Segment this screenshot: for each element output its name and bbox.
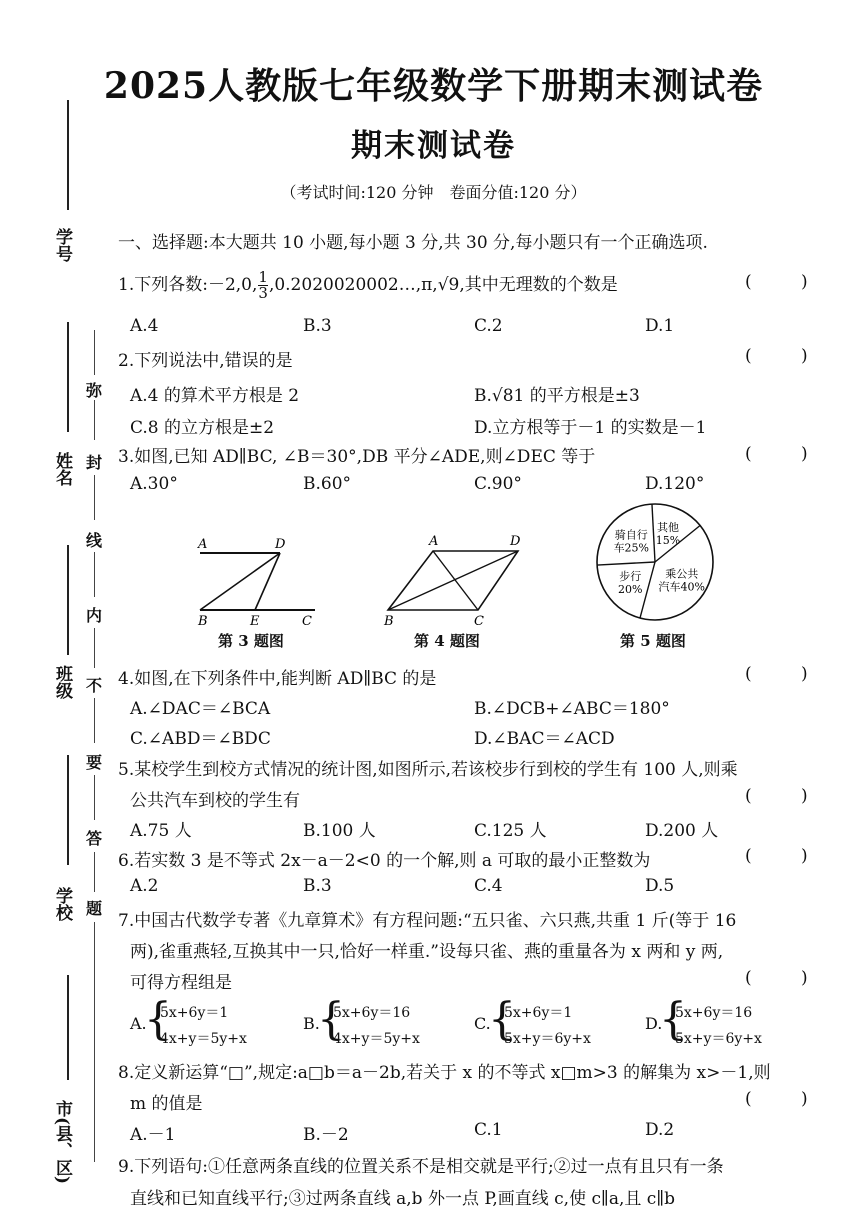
- answer-paren: ( ): [745, 664, 830, 684]
- option-c: C.8 的立方根是±2: [130, 418, 275, 438]
- pie-slice-label: 骑自行: [614, 528, 648, 542]
- answer-paren: ( ): [745, 1089, 830, 1109]
- point-d-label: D: [275, 537, 286, 552]
- seal-char: 不: [86, 676, 103, 695]
- option-b: B.∠DCB+∠ABC＝180°: [474, 699, 670, 719]
- brace-icon: {: [144, 994, 172, 1045]
- answer-paren: ( ): [745, 968, 830, 988]
- exam-info: （考试时间:120 分钟 卷面分值:120 分）: [280, 183, 587, 202]
- point-a-label: A: [198, 537, 208, 552]
- option-a: A.∠DAC＝∠BCA: [130, 699, 271, 719]
- fraction-denominator: 3: [258, 284, 268, 302]
- point-c-label: C: [302, 614, 312, 629]
- point-a-label: A: [429, 534, 439, 549]
- option-d: D.立方根等于－1 的实数是－1: [474, 418, 707, 438]
- point-d-label: D: [510, 534, 521, 549]
- figure-5-pie: [590, 500, 720, 625]
- option-letter: D.: [645, 1014, 663, 1033]
- label-school: 学校: [52, 887, 72, 921]
- label-student-id: 学号: [52, 228, 72, 262]
- question-stem: 4.如图,在下列条件中,能判断 AD∥BC 的是: [118, 669, 437, 689]
- seal-char: 要: [86, 753, 103, 772]
- brace-icon: {: [317, 994, 345, 1045]
- label-name: 姓名: [52, 452, 72, 486]
- question-stem-line2: 直线和已知直线平行;③过两条直线 a,b 外一点 P,画直线 c,使 c∥a,且 c∥b: [130, 1189, 676, 1209]
- question-stem-line3: 可得方程组是: [130, 973, 232, 993]
- fraction-numerator: 1: [258, 268, 268, 286]
- pie-slice-boundary: [597, 562, 655, 565]
- point-e-label: E: [250, 614, 260, 629]
- option-a: A.4: [130, 316, 159, 336]
- question-stem: 3.如图,已知 AD∥BC, ∠B＝30°,DB 平分∠ADE,则∠DEC 等于: [118, 447, 596, 467]
- figure-4: [378, 533, 528, 630]
- question-stem-line1: 7.中国古代数学专著《九章算术》有方程问题:“五只雀、六只燕,共重 1 斤(等于 16: [118, 911, 737, 931]
- equation-1: 5x+6y＝16: [675, 1005, 753, 1021]
- pie-slice-label: 其他: [656, 520, 679, 534]
- figure-5-caption: 第 5 题图: [620, 632, 686, 650]
- brace-icon: {: [488, 994, 516, 1045]
- option-c: C.125 人: [474, 821, 547, 841]
- seal-char: 线: [86, 531, 103, 550]
- option-c: C.90°: [474, 474, 522, 494]
- option-b: B.100 人: [303, 821, 376, 841]
- question-stem: 2.下列说法中,错误的是: [118, 351, 293, 371]
- stem-part: ,0.2020020002…,π,√9,其中无理数的个数是: [268, 275, 618, 295]
- figure-3: [190, 535, 330, 630]
- question-stem-line1: 5.某校学生到校方式情况的统计图,如图所示,若该校步行到校的学生有 100 人,则乘: [118, 760, 738, 780]
- seal-char: 答: [86, 829, 103, 848]
- option-d: D.1: [645, 316, 675, 336]
- pie-slice-label: 乘公共: [665, 567, 699, 581]
- option-a: A.－1: [130, 1125, 176, 1145]
- question-stem: [118, 270, 618, 301]
- option-d: D.200 人: [645, 821, 719, 841]
- seal-char: 封: [86, 453, 103, 472]
- point-b-label: B: [198, 614, 208, 629]
- option-c: C.1: [474, 1120, 503, 1140]
- point-b-label: B: [384, 614, 394, 629]
- option-letter: A.: [130, 1014, 147, 1033]
- answer-paren: ( ): [745, 346, 830, 366]
- option-b: B.3: [303, 316, 332, 336]
- option-letter: C.: [474, 1014, 491, 1033]
- equation-2: 4x+y＝5y+x: [160, 1031, 247, 1047]
- answer-paren: ( ): [745, 272, 830, 292]
- pie-slice-value: 20%: [617, 583, 643, 597]
- option-d: D.2: [645, 1120, 675, 1140]
- equation-2: 5x+y＝6y+x: [504, 1031, 591, 1047]
- fraction: [258, 270, 268, 301]
- option-b: B.√81 的平方根是±3: [474, 386, 640, 406]
- equation-2: 4x+y＝5y+x: [333, 1031, 420, 1047]
- question-stem-line1: 8.定义新运算“□”,规定:a□b＝a－2b,若关于 x 的不等式 x□m>3 的解集为 x>－1,则: [118, 1063, 771, 1083]
- option-a: A.75 人: [130, 821, 192, 841]
- answer-paren: ( ): [745, 444, 830, 464]
- option-a: A.2: [130, 876, 159, 896]
- option-d: D.5: [645, 876, 675, 896]
- figure-3-caption: 第 3 题图: [218, 632, 284, 650]
- option-d: D.120°: [645, 474, 705, 494]
- option-a: A.4 的算术平方根是 2: [130, 386, 300, 406]
- equation-1: 5x+6y＝1: [160, 1005, 229, 1021]
- stem-part: 1.下列各数:－2,0,: [118, 275, 258, 295]
- option-c: C.4: [474, 876, 503, 896]
- pie-slice-label: 步行: [619, 570, 642, 584]
- page-title: 2025人教版七年级数学下册期末测试卷: [103, 65, 764, 107]
- seal-char: 内: [86, 606, 103, 625]
- equation-1: 5x+6y＝1: [504, 1005, 573, 1021]
- option-b: B.60°: [303, 474, 352, 494]
- question-stem-line1: 9.下列语句:①任意两条直线的位置关系不是相交就是平行;②过一点有且只有一条: [118, 1157, 724, 1177]
- equation-2: 5x+y＝6y+x: [675, 1031, 762, 1047]
- question-stem-line2: 公共汽车到校的学生有: [130, 791, 300, 811]
- pie-slice-value: 汽车40%: [658, 580, 705, 594]
- page-subtitle: 期末测试卷: [351, 128, 516, 164]
- equation-1: 5x+6y＝16: [333, 1005, 411, 1021]
- brace-icon: {: [659, 994, 687, 1045]
- diagonal-ac: [433, 551, 478, 610]
- option-letter: B.: [303, 1014, 320, 1033]
- option-d: D.∠BAC＝∠ACD: [474, 729, 615, 749]
- question-stem: 6.若实数 3 是不等式 2x－a－2<0 的一个解,则 a 可取的最小正整数为: [118, 851, 651, 871]
- pie-slice-boundary: [652, 504, 655, 562]
- pie-slice-value: 15%: [655, 533, 681, 547]
- question-stem-line2: 两),雀重燕轻,互换其中一只,恰好一样重.”设每只雀、燕的重量各为 x 两和 y 两,: [130, 942, 724, 962]
- point-c-label: C: [474, 614, 484, 629]
- answer-paren: ( ): [745, 846, 830, 866]
- pie-slice-value: 车25%: [613, 541, 650, 555]
- option-b: B.－2: [303, 1125, 349, 1145]
- answer-paren: ( ): [745, 786, 830, 806]
- option-c: C.2: [474, 316, 503, 336]
- figure-4-caption: 第 4 题图: [414, 632, 480, 650]
- option-a: A.30°: [130, 474, 178, 494]
- question-stem-line2: m 的值是: [130, 1094, 203, 1114]
- option-b: B.3: [303, 876, 332, 896]
- section-heading: 一、选择题:本大题共 10 小题,每小题 3 分,共 30 分,每小题只有一个正确选项.: [118, 233, 708, 253]
- label-class: 班级: [52, 665, 72, 699]
- seal-char: 弥: [86, 381, 103, 400]
- seal-char: 题: [86, 899, 103, 918]
- label-city: 市(县、区): [52, 1100, 72, 1185]
- option-c: C.∠ABD＝∠BDC: [130, 729, 271, 749]
